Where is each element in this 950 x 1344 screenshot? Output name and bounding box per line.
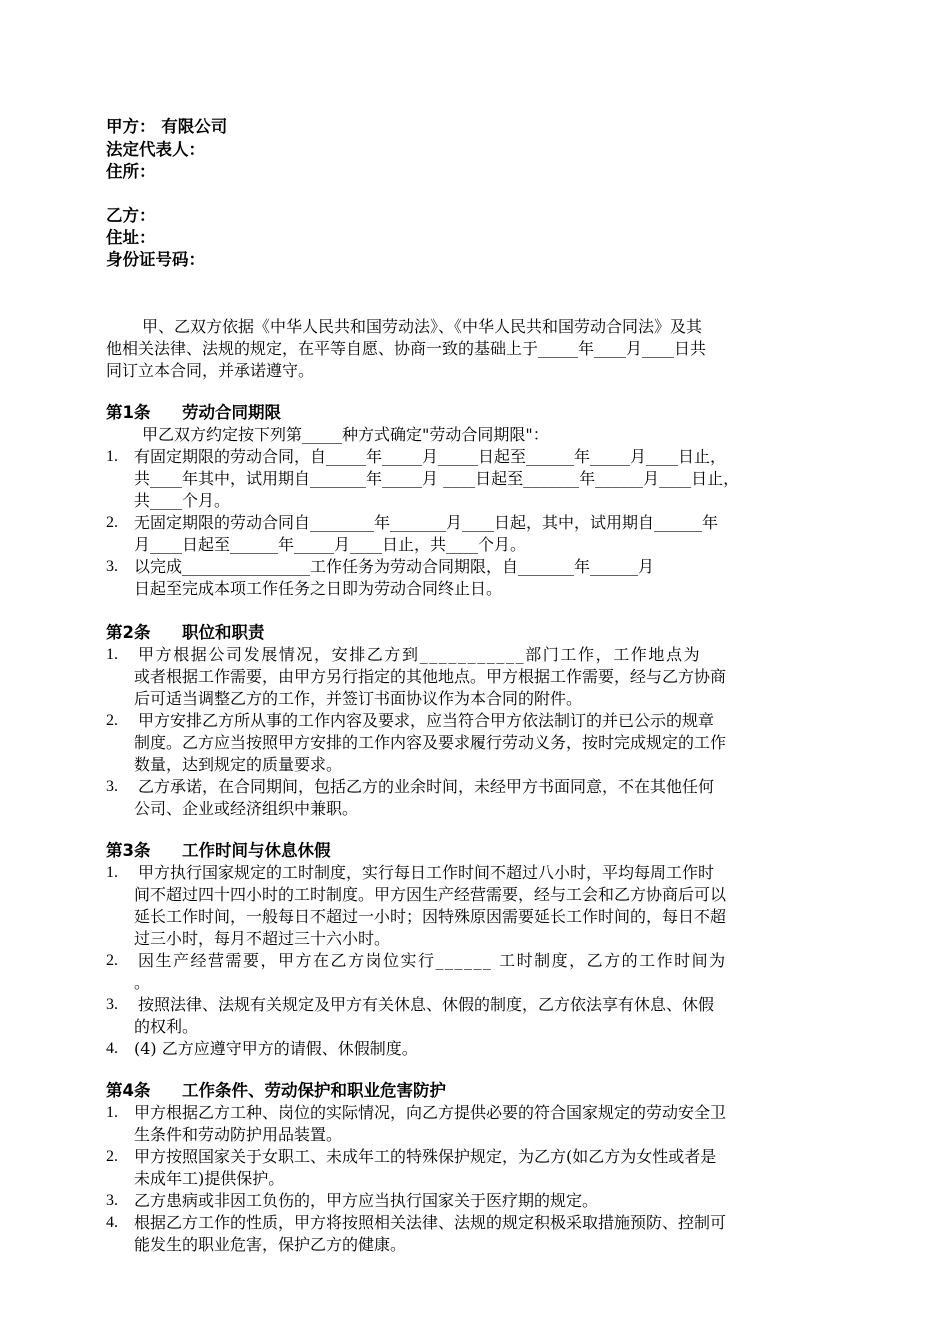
list-item-line: 共____年其中，试用期自_______年_____月 ____日起至_______年______月____日止， [134,469,740,488]
list-item-line: 甲方根据乙方工种、岗位的实际情况，向乙方提供必要的符合国家规定的劳动安全卫 [134,1103,727,1122]
article-number: 第1条 [106,403,151,422]
article-number: 第4条 [106,1081,151,1100]
list-number: 1. [106,646,118,663]
article-number: 第2条 [106,623,151,642]
list-item-line: 过三小时，每月不超过三十六小时。 [134,929,391,948]
list-item-line: 延长工作时间，一般每日不超过一小时；因特殊原因需要延长工作时间的，每日不超 [134,907,727,926]
article-title: 职位和职责 [182,623,265,642]
preamble-line-2: 他相关法律、法规的规定，在平等自愿、协商一致的基础上于_____年____月____日共 [106,339,707,358]
party-a-address: 住所： [106,162,156,181]
list-number: 3. [106,1192,118,1209]
list-item-line: 甲方按照国家关于女职工、未成年工的特殊保护规定，为乙方(如乙方为女性或者是 [134,1147,717,1166]
list-number: 4. [106,1214,118,1231]
list-item-line: 根据乙方工作的性质，甲方将按照相关法律、法规的规定积极采取措施预防、控制可 [134,1213,727,1232]
list-item-line: 乙方承诺，在合同期间，包括乙方的业余时间，未经甲方书面同意，不在其他任何 [138,777,715,796]
party-a-name: 甲方： 有限公司 [106,117,228,136]
article-title: 劳动合同期限 [182,403,281,422]
article-1-heading [106,402,281,424]
list-item-line: 公司、企业或经济组织中兼职。 [134,799,359,818]
article-2-heading [106,622,265,644]
list-item-line: 制度。乙方应当按照甲方安排的工作内容及要求履行劳动义务，按时完成规定的工作 [134,733,727,752]
list-item-line: 甲方根据公司发展情况，安排乙方到___________部门工作，工作地点为 [138,645,702,664]
list-item-line: 后可适当调整乙方的工作，并签订书面协议作为本合同的附件。 [134,689,583,708]
list-number: 1. [106,864,118,881]
list-number: 2. [106,952,118,969]
list-number: 2. [106,514,118,531]
list-item-line: 以完成________________工作任务为劳动合同期限，自_______年______月 [134,557,655,576]
list-number: 3. [106,778,118,795]
party-b-address: 住址： [106,228,156,247]
list-number: 3. [106,996,118,1013]
list-number: 1. [106,448,118,465]
list-item-line: 生条件和劳动防护用品装置。 [134,1125,343,1144]
list-item-line: 日起至完成本项工作任务之日即为劳动合同终止日。 [134,579,503,598]
list-number: 2. [106,712,118,729]
list-number: 3. [106,558,118,575]
list-item-line: 因生产经营需要，甲方在乙方岗位实行______ 工时制度，乙方的工作时间为 [138,951,727,970]
article-1-intro: 甲乙双方约定按下列第_____种方式确定"劳动合同期限"： [142,425,549,444]
list-item-line: 。 [134,973,151,992]
article-title: 工作时间与休息休假 [182,841,331,860]
list-item-line: 数量，达到规定的质量要求。 [134,755,343,774]
list-item-line: 或者根据工作需要，由甲方另行指定的其他地点。甲方根据工作需要，经与乙方协商 [134,667,727,686]
party-b-id-number: 身份证号码： [106,250,205,269]
party-a-representative: 法定代表人： [106,140,205,159]
preamble-line-1: 甲、乙双方依据《中华人民共和国劳动法》、《中华人民共和国劳动合同法》及其 [142,317,703,336]
list-item-line: 甲方安排乙方所从事的工作内容及要求，应当符合甲方依法制订的并已公示的规章 [138,711,715,730]
article-4-heading [106,1080,446,1102]
list-item-line: 有固定期限的劳动合同，自_____年_____月_____日起至______年_____月____日止， [134,447,727,466]
list-number: 2. [106,1148,118,1165]
article-number: 第3条 [106,841,151,860]
list-item-line: 间不超过四十四小时的工时制度。甲方因生产经营需要，经与工会和乙方协商后可以 [134,885,727,904]
list-item-line: 按照法律、法规有关规定及甲方有关休息、休假的制度，乙方依法享有休息、休假 [138,995,715,1014]
list-number: 4. [106,1040,118,1057]
list-item-line: 共____个月。 [134,491,231,510]
list-item-line: 无固定期限的劳动合同自________年_______月____日起，其中，试用期自______年 [134,513,719,532]
article-title: 工作条件、劳动保护和职业危害防护 [182,1081,446,1100]
list-item-line: 乙方患病或非因工负伤的，甲方应当执行国家关于医疗期的规定。 [134,1191,599,1210]
list-item-line: (4) 乙方应遵守甲方的请假、休假制度。 [134,1039,418,1058]
party-b-name: 乙方： [106,206,156,225]
preamble-line-3: 同订立本合同，并承诺遵守。 [106,361,315,380]
list-item-line: 的权利。 [134,1017,199,1036]
list-item-line: 未成年工)提供保护。 [134,1169,285,1188]
list-item-line: 甲方执行国家规定的工时制度，实行每日工作时间不超过八小时，平均每周工作时 [138,863,715,882]
list-number: 1. [106,1104,118,1121]
list-item-line: 月____日起至______年_____月____日止，共____个月。 [134,535,527,554]
list-item-line: 能发生的职业危害，保护乙方的健康。 [134,1235,407,1254]
article-3-heading [106,840,331,862]
